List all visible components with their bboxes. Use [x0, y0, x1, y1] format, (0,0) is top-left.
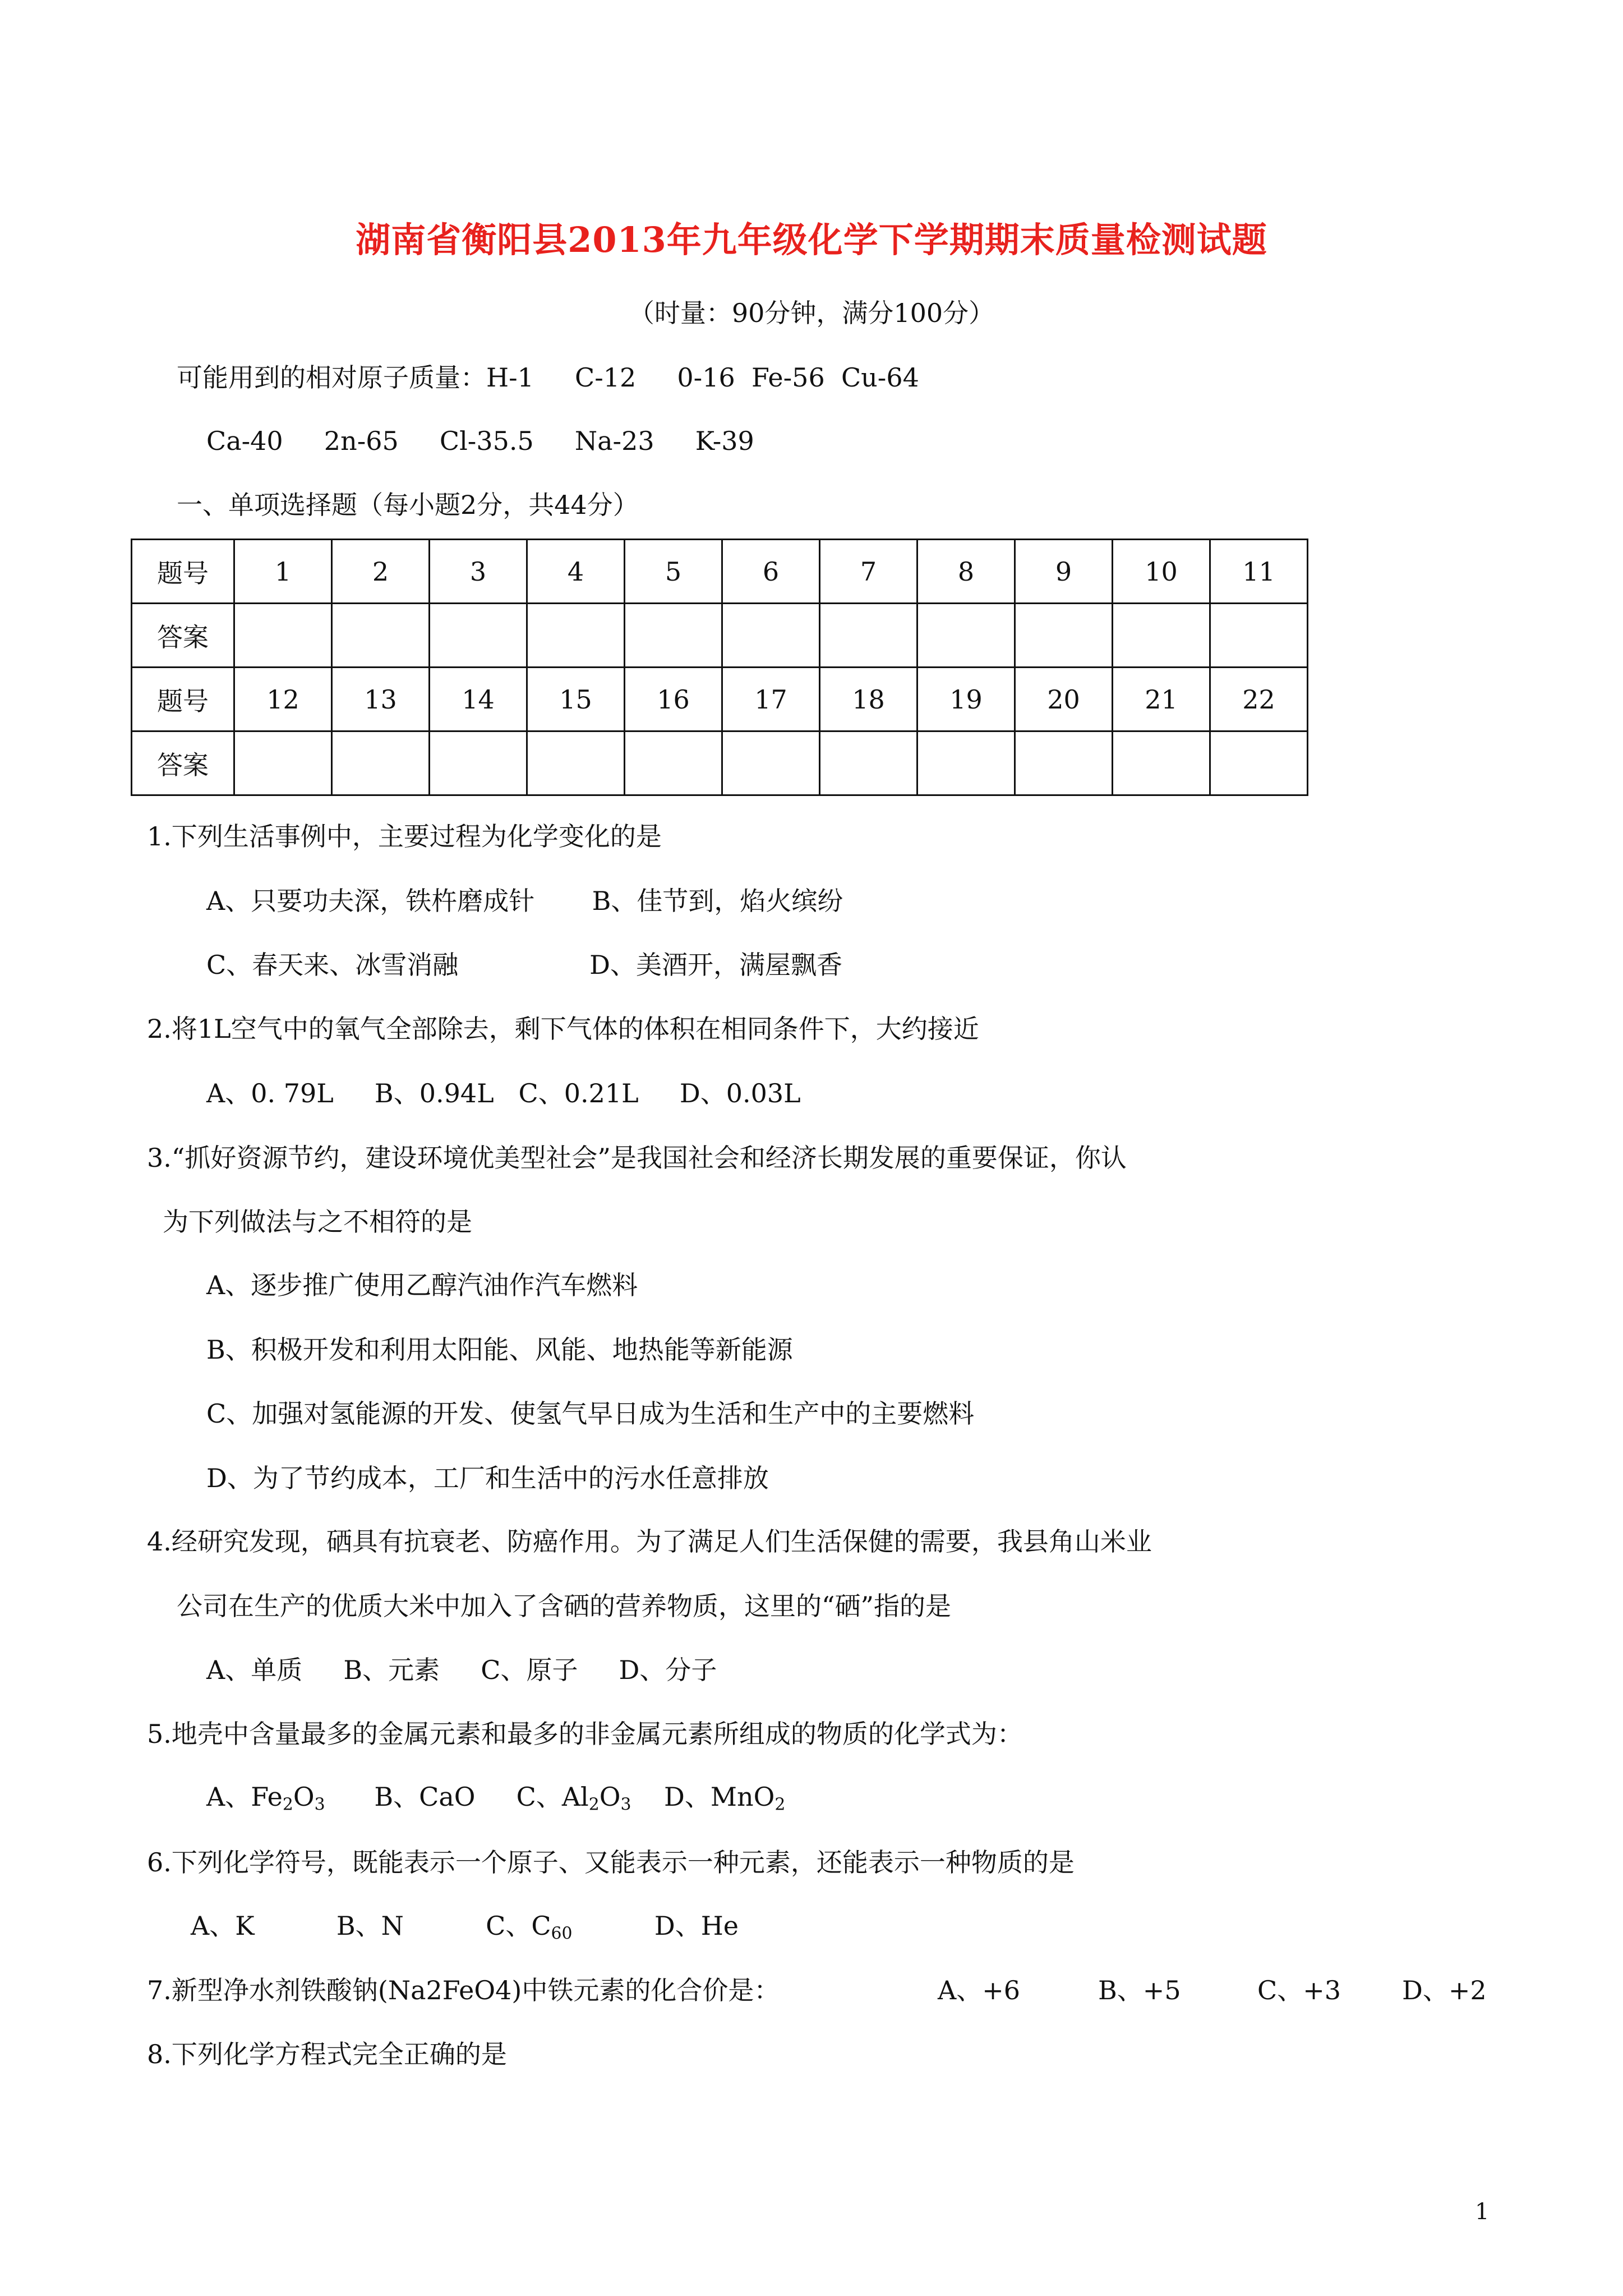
- answer-cell[interactable]: [625, 604, 722, 668]
- table-row: [132, 540, 1308, 604]
- question-number: 1: [234, 540, 332, 604]
- question-6-options: [191, 1913, 739, 1942]
- question-number: 21: [1113, 668, 1210, 731]
- table-row: [132, 731, 1308, 795]
- option-d: D、MnO$_2$: [664, 1782, 786, 1815]
- question-5-stem: 5.地壳中含量最多的金属元素和最多的非金属元素所组成的物质的化学式为：: [147, 1719, 1023, 1749]
- option-c: C、$Al_2O_3$: [516, 1782, 631, 1815]
- question-3-stem: 3.“抓好资源节约，建设环境优美型社会”是我国社会和经济长期发展的重要保证，你认: [147, 1143, 1127, 1173]
- question-number: 10: [1113, 540, 1210, 604]
- option-b: B、CaO: [374, 1782, 476, 1812]
- answer-cell[interactable]: [1210, 731, 1308, 795]
- question-3-option-a: A、逐步推广使用乙醇汽油作汽车燃料: [206, 1270, 638, 1300]
- question-number: 5: [625, 540, 722, 604]
- answer-cell[interactable]: [332, 604, 430, 668]
- option-c: C、$C_{60}$: [486, 1911, 573, 1944]
- question-3-stem-continued: 为下列做法与之不相符的是: [163, 1207, 472, 1237]
- question-4-stem-continued: 公司在生产的优质大米中加入了含硒的营养物质，这里的“硒”指的是: [177, 1591, 952, 1621]
- question-4-options: A、单质 B、元素 C、原子 D、分子: [206, 1655, 717, 1685]
- question-number: 12: [234, 668, 332, 731]
- option-a: A、$Fe_2O_3$: [206, 1782, 325, 1815]
- answer-cell[interactable]: [527, 604, 625, 668]
- question-number: 16: [625, 668, 722, 731]
- answer-cell[interactable]: [430, 604, 527, 668]
- question-number: 3: [430, 540, 527, 604]
- answer-cell[interactable]: [430, 731, 527, 795]
- question-5-options: [206, 1784, 785, 1813]
- question-number: 9: [1015, 540, 1113, 604]
- section-heading: 一、单项选择题（每小题2分，共44分）: [177, 490, 639, 520]
- answer-table: [131, 539, 1308, 796]
- answer-cell[interactable]: [527, 731, 625, 795]
- option-a: A、K: [191, 1911, 255, 1941]
- answer-cell[interactable]: [722, 604, 820, 668]
- page-title: 湖南省衡阳县2013年九年级化学下学期期末质量检测试题: [356, 219, 1267, 260]
- question-2-options: A、0. 79L B、0.94L C、0.21L D、0.03L: [206, 1078, 801, 1108]
- question-7-option-d: D、+2: [1402, 1975, 1487, 2005]
- question-1-options-line-1: A、只要功夫深，铁杵磨成针 B、佳节到，焰火缤纷: [206, 886, 843, 916]
- answer-cell[interactable]: [820, 731, 917, 795]
- option-d: D、He: [654, 1911, 739, 1941]
- answer-cell[interactable]: [1113, 604, 1210, 668]
- question-number: 6: [722, 540, 820, 604]
- answer-cell[interactable]: [1015, 731, 1113, 795]
- question-4-stem: 4.经研究发现，硒具有抗衰老、防癌作用。为了满足人们生活保健的需要，我县角山米业: [147, 1526, 1152, 1557]
- row-label: 题号: [132, 668, 234, 731]
- subtitle: （时量：90分钟，满分100分）: [628, 298, 995, 328]
- question-7-option-c: C、+3: [1257, 1975, 1341, 2005]
- question-number: 14: [430, 668, 527, 731]
- question-number: 20: [1015, 668, 1113, 731]
- question-7-option-a: A、+6: [938, 1975, 1021, 2005]
- question-1-stem: 1.下列生活事例中，主要过程为化学变化的是: [147, 821, 662, 852]
- answer-cell[interactable]: [234, 604, 332, 668]
- question-number: 2: [332, 540, 430, 604]
- row-label: 答案: [132, 604, 234, 668]
- question-number: 19: [917, 668, 1015, 731]
- row-label: 答案: [132, 731, 234, 795]
- question-number: 8: [917, 540, 1015, 604]
- answer-cell[interactable]: [332, 731, 430, 795]
- question-3-option-b: B、积极开发和利用太阳能、风能、地热能等新能源: [206, 1335, 793, 1365]
- row-label: 题号: [132, 540, 234, 604]
- question-number: 18: [820, 668, 917, 731]
- option-b: B、N: [336, 1911, 404, 1941]
- answer-cell[interactable]: [1113, 731, 1210, 795]
- atomic-masses-line-1: 可能用到的相对原子质量：H-1 C-12 0-16 Fe-56 Cu-64: [177, 362, 919, 393]
- question-3-option-c: C、加强对氢能源的开发、使氢气早日成为生活和生产中的主要燃料: [206, 1398, 975, 1429]
- answer-cell[interactable]: [917, 731, 1015, 795]
- question-7-stem: 7.新型净水剂铁酸钠(Na2FeO4)中铁元素的化合价是：: [147, 1975, 780, 2005]
- question-number: 17: [722, 668, 820, 731]
- question-number: 15: [527, 668, 625, 731]
- question-number: 22: [1210, 668, 1308, 731]
- question-number: 13: [332, 668, 430, 731]
- table-row: [132, 668, 1308, 731]
- answer-cell[interactable]: [625, 731, 722, 795]
- table-row: [132, 604, 1308, 668]
- question-8-stem: 8.下列化学方程式完全正确的是: [147, 2039, 507, 2069]
- page-number: 1: [1475, 2199, 1490, 2225]
- answer-cell[interactable]: [1015, 604, 1113, 668]
- answer-cell[interactable]: [722, 731, 820, 795]
- question-6-stem: 6.下列化学符号，既能表示一个原子、又能表示一种元素，还能表示一种物质的是: [147, 1847, 1075, 1878]
- answer-cell[interactable]: [917, 604, 1015, 668]
- question-3-option-d: D、为了节约成本，工厂和生活中的污水任意排放: [206, 1463, 769, 1493]
- question-number: 11: [1210, 540, 1308, 604]
- question-7-option-b: B、+5: [1098, 1975, 1181, 2005]
- answer-cell[interactable]: [820, 604, 917, 668]
- question-number: 4: [527, 540, 625, 604]
- question-2-stem: 2.将1L空气中的氧气全部除去，剩下气体的体积在相同条件下，大约接近: [147, 1014, 979, 1044]
- answer-cell[interactable]: [234, 731, 332, 795]
- question-1-options-line-2: C、春天来、冰雪消融 D、美酒开，满屋飘香: [206, 950, 843, 980]
- question-number: 7: [820, 540, 917, 604]
- atomic-masses-line-2: Ca-40 2n-65 Cl-35.5 Na-23 K-39: [206, 426, 754, 456]
- answer-cell[interactable]: [1210, 604, 1308, 668]
